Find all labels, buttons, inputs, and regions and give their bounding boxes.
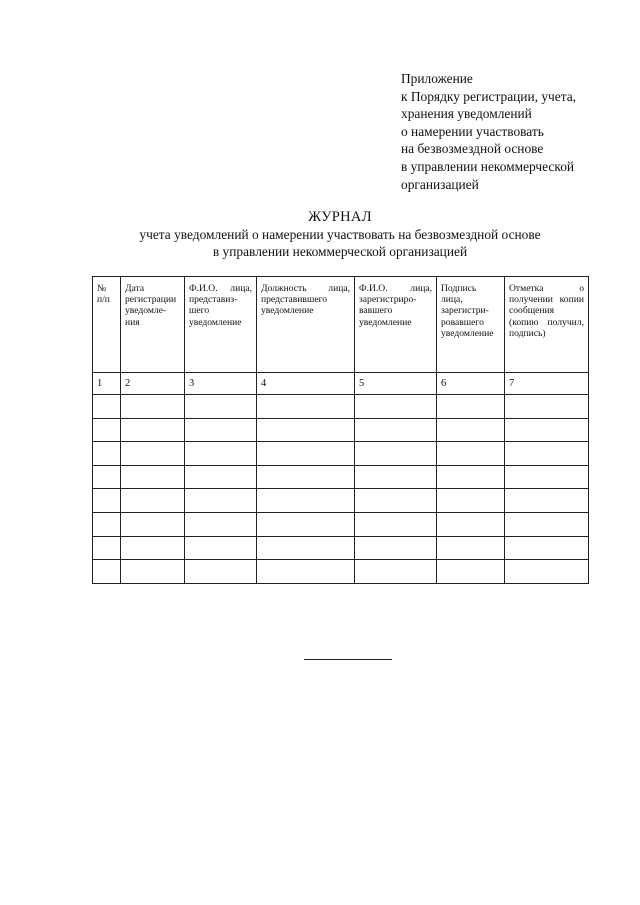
- column-number: 4: [257, 373, 355, 395]
- table-cell: [185, 418, 257, 442]
- table-cell: [355, 418, 437, 442]
- appendix-line: организацией: [401, 176, 479, 192]
- table-row: [93, 536, 589, 560]
- table-cell: [257, 536, 355, 560]
- column-number: 6: [437, 373, 505, 395]
- table-cell: [93, 465, 121, 489]
- table-cell: [355, 536, 437, 560]
- appendix-line: на безвозмездной основе: [401, 141, 544, 157]
- table-cell: [93, 560, 121, 584]
- table-cell: [121, 536, 185, 560]
- journal-title: ЖУРНАЛ: [308, 209, 372, 225]
- table-cell: [505, 512, 589, 536]
- table-cell: [355, 442, 437, 466]
- table-cell: [437, 512, 505, 536]
- footer-divider: [304, 659, 392, 660]
- table-row: [93, 465, 589, 489]
- table-row: [93, 442, 589, 466]
- table-cell: [121, 512, 185, 536]
- journal-subtitle-line: в управлении некоммерческой организацией: [212, 244, 468, 259]
- table-cell: [257, 560, 355, 584]
- table-cell: [93, 395, 121, 419]
- table-cell: [257, 465, 355, 489]
- column-number: 5: [355, 373, 437, 395]
- table-cell: [185, 536, 257, 560]
- table-cell: [437, 536, 505, 560]
- table-cell: [185, 395, 257, 419]
- table-cell: [505, 489, 589, 513]
- table-cell: [355, 395, 437, 419]
- table-cell: [185, 465, 257, 489]
- table-cell: [185, 512, 257, 536]
- table-cell: [121, 465, 185, 489]
- column-header-registrar-name: Ф.И.О. лица, зарегистриро-вавшего уведомление: [355, 277, 437, 373]
- table-cell: [121, 395, 185, 419]
- column-header-submitter-position: Должность лица, представившего уведомление: [257, 277, 355, 373]
- journal-table: [92, 276, 589, 584]
- column-number: 7: [505, 373, 589, 395]
- table-cell: [505, 536, 589, 560]
- table-cell: [437, 465, 505, 489]
- journal-heading: [60, 208, 620, 260]
- table-cell: [257, 512, 355, 536]
- table-row: [93, 395, 589, 419]
- table-cell: [505, 442, 589, 466]
- table-cell: [257, 442, 355, 466]
- appendix-line: к Порядку регистрации, учета,: [401, 88, 577, 104]
- table-cell: [257, 395, 355, 419]
- table-cell: [505, 418, 589, 442]
- table-cell: [355, 560, 437, 584]
- table-cell: [121, 489, 185, 513]
- table-cell: [437, 418, 505, 442]
- table-cell: [505, 560, 589, 584]
- table-row: [93, 418, 589, 442]
- column-header-registration-date: Дата регистрации уведомле-ния: [121, 277, 185, 373]
- column-number-row: [93, 373, 589, 395]
- table-row: [93, 512, 589, 536]
- table-row: [93, 560, 589, 584]
- column-number: 3: [185, 373, 257, 395]
- journal-subtitle-line: учета уведомлений о намерении участвовать на безвозмездной основе: [139, 227, 541, 242]
- table-cell: [93, 512, 121, 536]
- table-cell: [437, 442, 505, 466]
- appendix-line: хранения уведомлений: [401, 106, 532, 122]
- table-cell: [93, 442, 121, 466]
- column-header-copy-receipt: Отметка о получении копии сообщения (копию получил, подпись): [505, 277, 589, 373]
- table-cell: [185, 560, 257, 584]
- appendix-line: Приложение: [401, 71, 473, 86]
- appendix-note: [401, 70, 631, 193]
- table-cell: [505, 465, 589, 489]
- table-cell: [121, 560, 185, 584]
- column-number: 1: [93, 373, 121, 395]
- appendix-line: о намерении участвовать: [401, 123, 544, 139]
- table-row: [93, 489, 589, 513]
- table-cell: [355, 465, 437, 489]
- column-header-submitter-name: Ф.И.О. лица, представиз-шего уведомление: [185, 277, 257, 373]
- table-cell: [121, 418, 185, 442]
- table-cell: [355, 512, 437, 536]
- table-cell: [437, 395, 505, 419]
- table-cell: [437, 560, 505, 584]
- column-number: 2: [121, 373, 185, 395]
- table-cell: [355, 489, 437, 513]
- table-cell: [93, 536, 121, 560]
- table-header-row: [93, 277, 589, 373]
- table-cell: [93, 489, 121, 513]
- table-cell: [121, 442, 185, 466]
- table-cell: [257, 418, 355, 442]
- column-header-registrar-signature: Подпись лица, зарегистри-ровавшего уведомление: [437, 277, 505, 373]
- appendix-line: в управлении некоммерческой: [401, 158, 575, 174]
- table-cell: [257, 489, 355, 513]
- table-cell: [505, 395, 589, 419]
- table-cell: [93, 418, 121, 442]
- table-cell: [185, 442, 257, 466]
- column-header-number: № п/п: [93, 277, 121, 373]
- table-cell: [437, 489, 505, 513]
- table-cell: [185, 489, 257, 513]
